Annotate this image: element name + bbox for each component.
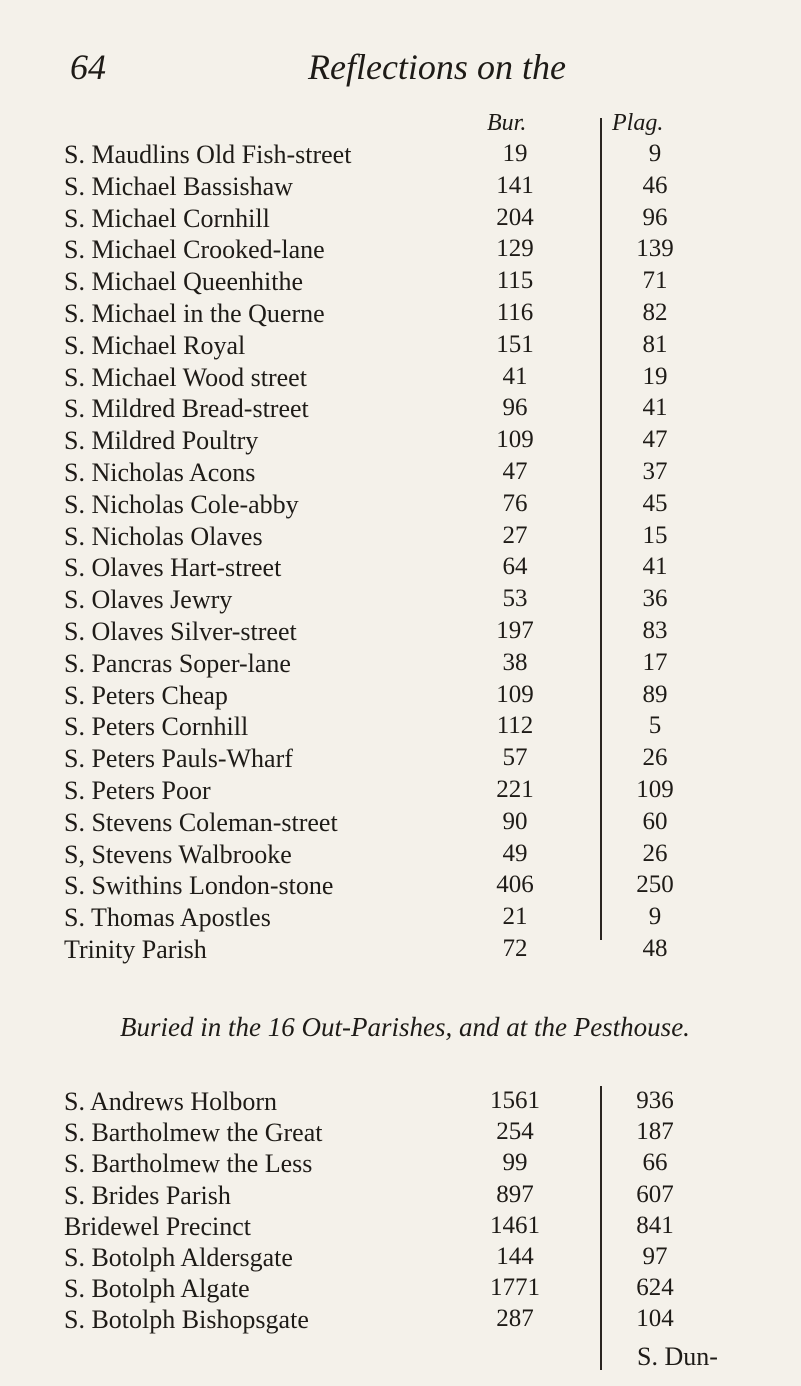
plague-count: 26 xyxy=(642,744,668,772)
parish-name: S. Peters Cheap xyxy=(64,680,228,710)
parish-name: S. Swithins London-stone xyxy=(64,871,334,901)
burials-count: 144 xyxy=(496,1242,534,1270)
burials-count: 99 xyxy=(502,1149,528,1177)
plague-count: 104 xyxy=(636,1305,674,1333)
plague-count: 5 xyxy=(648,712,662,740)
burials-count: 221 xyxy=(496,775,534,803)
table-row xyxy=(0,1149,801,1180)
parish-name: S. Michael Bassishaw xyxy=(64,171,293,201)
parish-name: S. Botolph Aldersgate xyxy=(64,1242,293,1272)
parish-name: S. Michael Royal xyxy=(64,330,246,360)
burials-count: 254 xyxy=(496,1118,534,1146)
plague-count: 9 xyxy=(648,140,662,167)
table-row xyxy=(0,1212,801,1243)
parish-name: S. Brides Parish xyxy=(64,1180,231,1210)
table-row xyxy=(0,267,801,299)
burials-count: 115 xyxy=(496,267,534,295)
burials-count: 197 xyxy=(496,616,534,644)
table-row xyxy=(0,553,801,585)
table-row xyxy=(0,426,801,458)
parish-name: S. Nicholas Olaves xyxy=(64,521,263,551)
plague-count: 41 xyxy=(642,394,668,422)
plague-count: 60 xyxy=(642,807,668,835)
parish-name: Trinity Parish xyxy=(64,934,207,964)
plague-count: 9 xyxy=(648,903,662,931)
table-row xyxy=(0,522,801,554)
plague-count: 17 xyxy=(642,648,668,676)
plague-count: 81 xyxy=(642,330,668,358)
burials-count: 47 xyxy=(502,457,528,485)
burials-count: 287 xyxy=(496,1305,534,1333)
plague-count: 48 xyxy=(642,934,668,962)
plague-count: 37 xyxy=(642,457,668,485)
burials-count: 1561 xyxy=(490,1087,540,1114)
table-row xyxy=(0,1243,801,1274)
burials-count: 1461 xyxy=(490,1211,540,1239)
parish-name: S. Thomas Apostles xyxy=(64,903,271,933)
table-row xyxy=(0,172,801,204)
plague-count: 624 xyxy=(636,1274,674,1302)
burials-count: 41 xyxy=(502,362,528,390)
burials-count: 49 xyxy=(502,839,528,867)
table-row xyxy=(0,712,801,744)
plague-count: 19 xyxy=(642,362,668,390)
table-row xyxy=(0,1181,801,1212)
parish-name: S. Michael Queenhithe xyxy=(64,267,303,297)
burials-count: 38 xyxy=(502,648,528,676)
table-row xyxy=(0,935,801,967)
table-row xyxy=(0,744,801,776)
plague-count: 47 xyxy=(642,426,668,454)
table-row xyxy=(0,903,801,935)
burials-count: 64 xyxy=(502,553,528,581)
parish-name: S. Andrews Holborn xyxy=(64,1087,278,1116)
parish-name: S. Michael Cornhill xyxy=(64,203,270,233)
parish-name: Bridewel Precinct xyxy=(64,1211,251,1241)
burials-count: 57 xyxy=(502,744,528,772)
table-row xyxy=(0,808,801,840)
parish-name: S. Olaves Silver-street xyxy=(64,616,297,646)
plague-count: 97 xyxy=(642,1242,668,1270)
plague-count: 71 xyxy=(642,267,668,295)
plague-count: 45 xyxy=(642,489,668,517)
burials-count: 151 xyxy=(496,330,534,358)
burials-count: 109 xyxy=(496,426,534,454)
parish-name: S. Michael in the Querne xyxy=(64,298,325,328)
parish-name: S. Pancras Soper-lane xyxy=(64,648,291,678)
plague-count: 139 xyxy=(636,235,674,263)
plague-count: 89 xyxy=(642,680,668,708)
table-row xyxy=(0,458,801,490)
burials-count: 21 xyxy=(502,903,528,931)
plague-count: 66 xyxy=(642,1149,668,1177)
parish-table-out-parishes xyxy=(0,1087,801,1337)
parish-name: S. Nicholas Acons xyxy=(64,457,256,487)
burials-count: 53 xyxy=(502,585,528,613)
table-row xyxy=(0,204,801,236)
plague-count: 46 xyxy=(642,171,668,199)
burials-count: 1771 xyxy=(490,1274,540,1302)
plague-count: 187 xyxy=(636,1118,674,1146)
burials-count: 112 xyxy=(496,712,534,740)
table-row xyxy=(0,235,801,267)
plague-count: 41 xyxy=(642,553,668,581)
burials-count: 109 xyxy=(496,680,534,708)
parish-name: S. Peters Cornhill xyxy=(64,712,249,742)
parish-name: S. Mildred Bread-street xyxy=(64,394,309,424)
table-row xyxy=(0,394,801,426)
parish-name: S. Peters Poor xyxy=(64,775,211,805)
parish-table-city xyxy=(0,140,801,967)
parish-name: S. Peters Pauls-Wharf xyxy=(64,744,293,774)
parish-name: S. Botolph Bishopsgate xyxy=(64,1305,309,1335)
plague-count: 82 xyxy=(642,298,668,326)
burials-count: 116 xyxy=(496,298,534,326)
table-row xyxy=(0,140,801,172)
plague-count: 250 xyxy=(636,871,674,899)
running-title: Reflections on the xyxy=(308,47,566,87)
burials-count: 204 xyxy=(496,203,534,231)
table-row xyxy=(0,617,801,649)
parish-name: S. Nicholas Cole-abby xyxy=(64,489,299,519)
parish-name: S. Olaves Jewry xyxy=(64,585,233,615)
burials-count: 19 xyxy=(502,140,528,167)
parish-name: S. Maudlins Old Fish-street xyxy=(64,140,352,169)
table-row xyxy=(0,299,801,331)
plague-count: 109 xyxy=(636,775,674,803)
table-row xyxy=(0,363,801,395)
table-row xyxy=(0,1118,801,1149)
column-header-plague: Plag. xyxy=(612,110,664,136)
table-row xyxy=(0,1274,801,1305)
plague-count: 841 xyxy=(636,1211,674,1239)
burials-count: 90 xyxy=(502,807,528,835)
parish-name: S. Michael Crooked-lane xyxy=(64,235,325,265)
table-row xyxy=(0,871,801,903)
burials-count: 141 xyxy=(496,171,534,199)
burials-count: 76 xyxy=(502,489,528,517)
parish-name: S. Mildred Poultry xyxy=(64,426,259,456)
burials-count: 897 xyxy=(496,1180,534,1208)
table-row xyxy=(0,681,801,713)
parish-name: S. Bartholmew the Great xyxy=(64,1118,323,1148)
table-row xyxy=(0,490,801,522)
burials-count: 27 xyxy=(502,521,528,549)
parish-name: S. Stevens Coleman-street xyxy=(64,807,338,837)
table-row xyxy=(0,649,801,681)
catchword: S. Dun- xyxy=(637,1342,718,1371)
burials-count: 72 xyxy=(502,934,528,962)
table-row xyxy=(0,331,801,363)
plague-count: 936 xyxy=(636,1087,674,1114)
plague-count: 83 xyxy=(642,616,668,644)
table-row xyxy=(0,1087,801,1118)
burials-count: 129 xyxy=(496,235,534,263)
burials-count: 406 xyxy=(496,871,534,899)
parish-name: S. Botolph Algate xyxy=(64,1274,250,1304)
parish-name: S. Olaves Hart-street xyxy=(64,553,282,583)
table-row xyxy=(0,776,801,808)
page-number: 64 xyxy=(70,47,106,87)
parish-name: S. Michael Wood street xyxy=(64,362,307,392)
section-caption: Buried in the 16 Out-Parishes, and at the Pesthouse. xyxy=(120,1012,690,1042)
page-header xyxy=(70,46,770,96)
plague-count: 36 xyxy=(642,585,668,613)
plague-count: 26 xyxy=(642,839,668,867)
table-row xyxy=(0,585,801,617)
plague-count: 96 xyxy=(642,203,668,231)
parish-name: S. Bartholmew the Less xyxy=(64,1149,313,1179)
plague-count: 607 xyxy=(636,1180,674,1208)
column-header-burials: Bur. xyxy=(487,110,527,136)
plague-count: 15 xyxy=(642,521,668,549)
burials-count: 96 xyxy=(502,394,528,422)
table-row xyxy=(0,840,801,872)
parish-name: S, Stevens Walbrooke xyxy=(64,839,292,869)
table-row xyxy=(0,1305,801,1336)
